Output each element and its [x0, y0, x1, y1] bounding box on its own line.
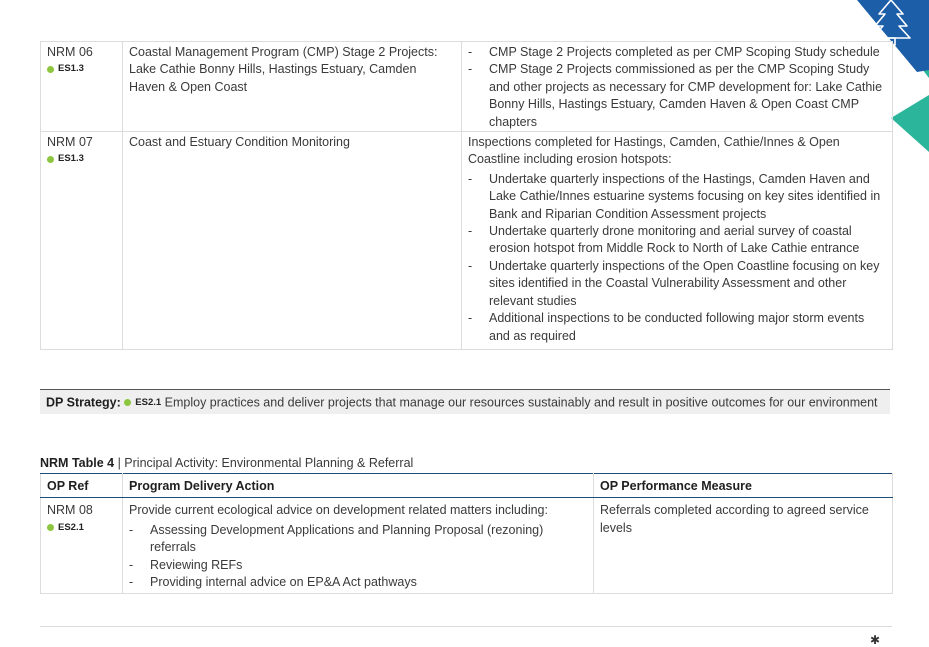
table-row — [41, 498, 893, 594]
footer-divider — [40, 626, 892, 627]
green-dot-icon — [47, 66, 54, 73]
delivery-action-cell: Coast and Estuary Condition Monitoring — [123, 132, 462, 350]
strategy-tag-label: ES1.3 — [58, 63, 84, 75]
op-ref: NRM 06 — [47, 45, 93, 59]
strategy-tag — [47, 521, 116, 535]
dp-strategy-banner — [40, 389, 890, 414]
measure-list — [468, 171, 886, 345]
list-item: - Undertake quarterly inspections of the Hastings, Camden Haven and Lake Cathie/Innes estuarine systems focusing on key sites identified in Bank and Riparian Condition Assessment projects — [468, 171, 886, 223]
table-row — [41, 42, 893, 132]
nrm-table-4 — [40, 473, 893, 594]
strategy-tag-label: ES2.1 — [135, 397, 162, 408]
strategy-tag — [47, 62, 116, 76]
table-row — [41, 132, 893, 350]
table-subtitle: Principal Activity: Environmental Planning & Referral — [124, 456, 414, 470]
op-ref-cell — [41, 132, 123, 350]
asterisk-icon: ✱ — [870, 633, 881, 647]
op-ref: NRM 08 — [47, 503, 93, 518]
action-list — [129, 522, 587, 592]
column-header-delivery-action: Program Delivery Action — [123, 474, 594, 498]
green-dot-icon — [47, 524, 54, 531]
op-ref-cell — [41, 498, 123, 594]
performance-measure-cell — [462, 132, 893, 350]
measure-list — [468, 44, 886, 131]
delivery-action-cell — [123, 498, 594, 594]
list-item: - Additional inspections to be conducted following major storm events and as required — [468, 310, 886, 345]
table-caption — [40, 455, 413, 472]
measure-intro: Inspections completed for Hastings, Camden, Cathie/Innes & Open Coastline including erosion hotspots: — [468, 135, 840, 167]
strategy-tag — [124, 394, 161, 412]
op-ref-cell — [41, 42, 123, 132]
action-intro: Provide current ecological advice on development related matters including: — [129, 503, 548, 518]
strategy-label: DP Strategy: — [46, 395, 121, 410]
column-header-op-ref: OP Ref — [41, 474, 123, 498]
strategy-tag-label: ES1.3 — [58, 153, 84, 165]
performance-measure-cell: Referrals completed according to agreed service levels — [594, 498, 893, 594]
list-item: - Undertake quarterly inspections of the Open Coastline focusing on key sites identified in the Coastal Vulnerability Assessment and other relevant studies — [468, 258, 886, 310]
table-title: NRM Table 4 — [40, 456, 115, 470]
list-item: - CMP Stage 2 Projects completed as per CMP Scoping Study schedule — [468, 44, 886, 61]
column-header-performance-measure: OP Performance Measure — [594, 474, 893, 498]
performance-measure-cell — [462, 42, 893, 132]
strategy-tag — [47, 152, 116, 166]
strategy-text: Employ practices and deliver projects that manage our resources sustainably and result in positive outcomes for our environment — [164, 395, 878, 410]
green-dot-icon — [47, 156, 54, 163]
green-dot-icon — [124, 399, 131, 406]
list-item: - Reviewing REFs — [129, 557, 587, 574]
nrm-table-3-continued — [40, 41, 893, 350]
table-header-row — [41, 474, 893, 498]
list-item: - Providing internal advice on EP&A Act pathways — [129, 574, 587, 591]
strategy-tag-label: ES2.1 — [58, 521, 84, 533]
list-item: - Undertake quarterly drone monitoring and aerial survey of coastal erosion hotspot from Middle Rock to North of Lake Cathie entrance — [468, 223, 886, 258]
caption-separator: | — [114, 456, 125, 470]
delivery-action-cell: Coastal Management Program (CMP) Stage 2 Projects: Lake Cathie Bonny Hills, Hastings Estuary, Camden Haven & Open Coast — [123, 42, 462, 132]
list-item: - CMP Stage 2 Projects commissioned as per the CMP Scoping Study and other projects as necessary for CMP development for: Lake Cathie Bonny Hills, Hastings Estuary, Camden Haven & Open Coast CMP chapters — [468, 61, 886, 131]
list-item: - Assessing Development Applications and Planning Proposal (rezoning) referrals — [129, 522, 587, 557]
op-ref: NRM 07 — [47, 135, 93, 150]
